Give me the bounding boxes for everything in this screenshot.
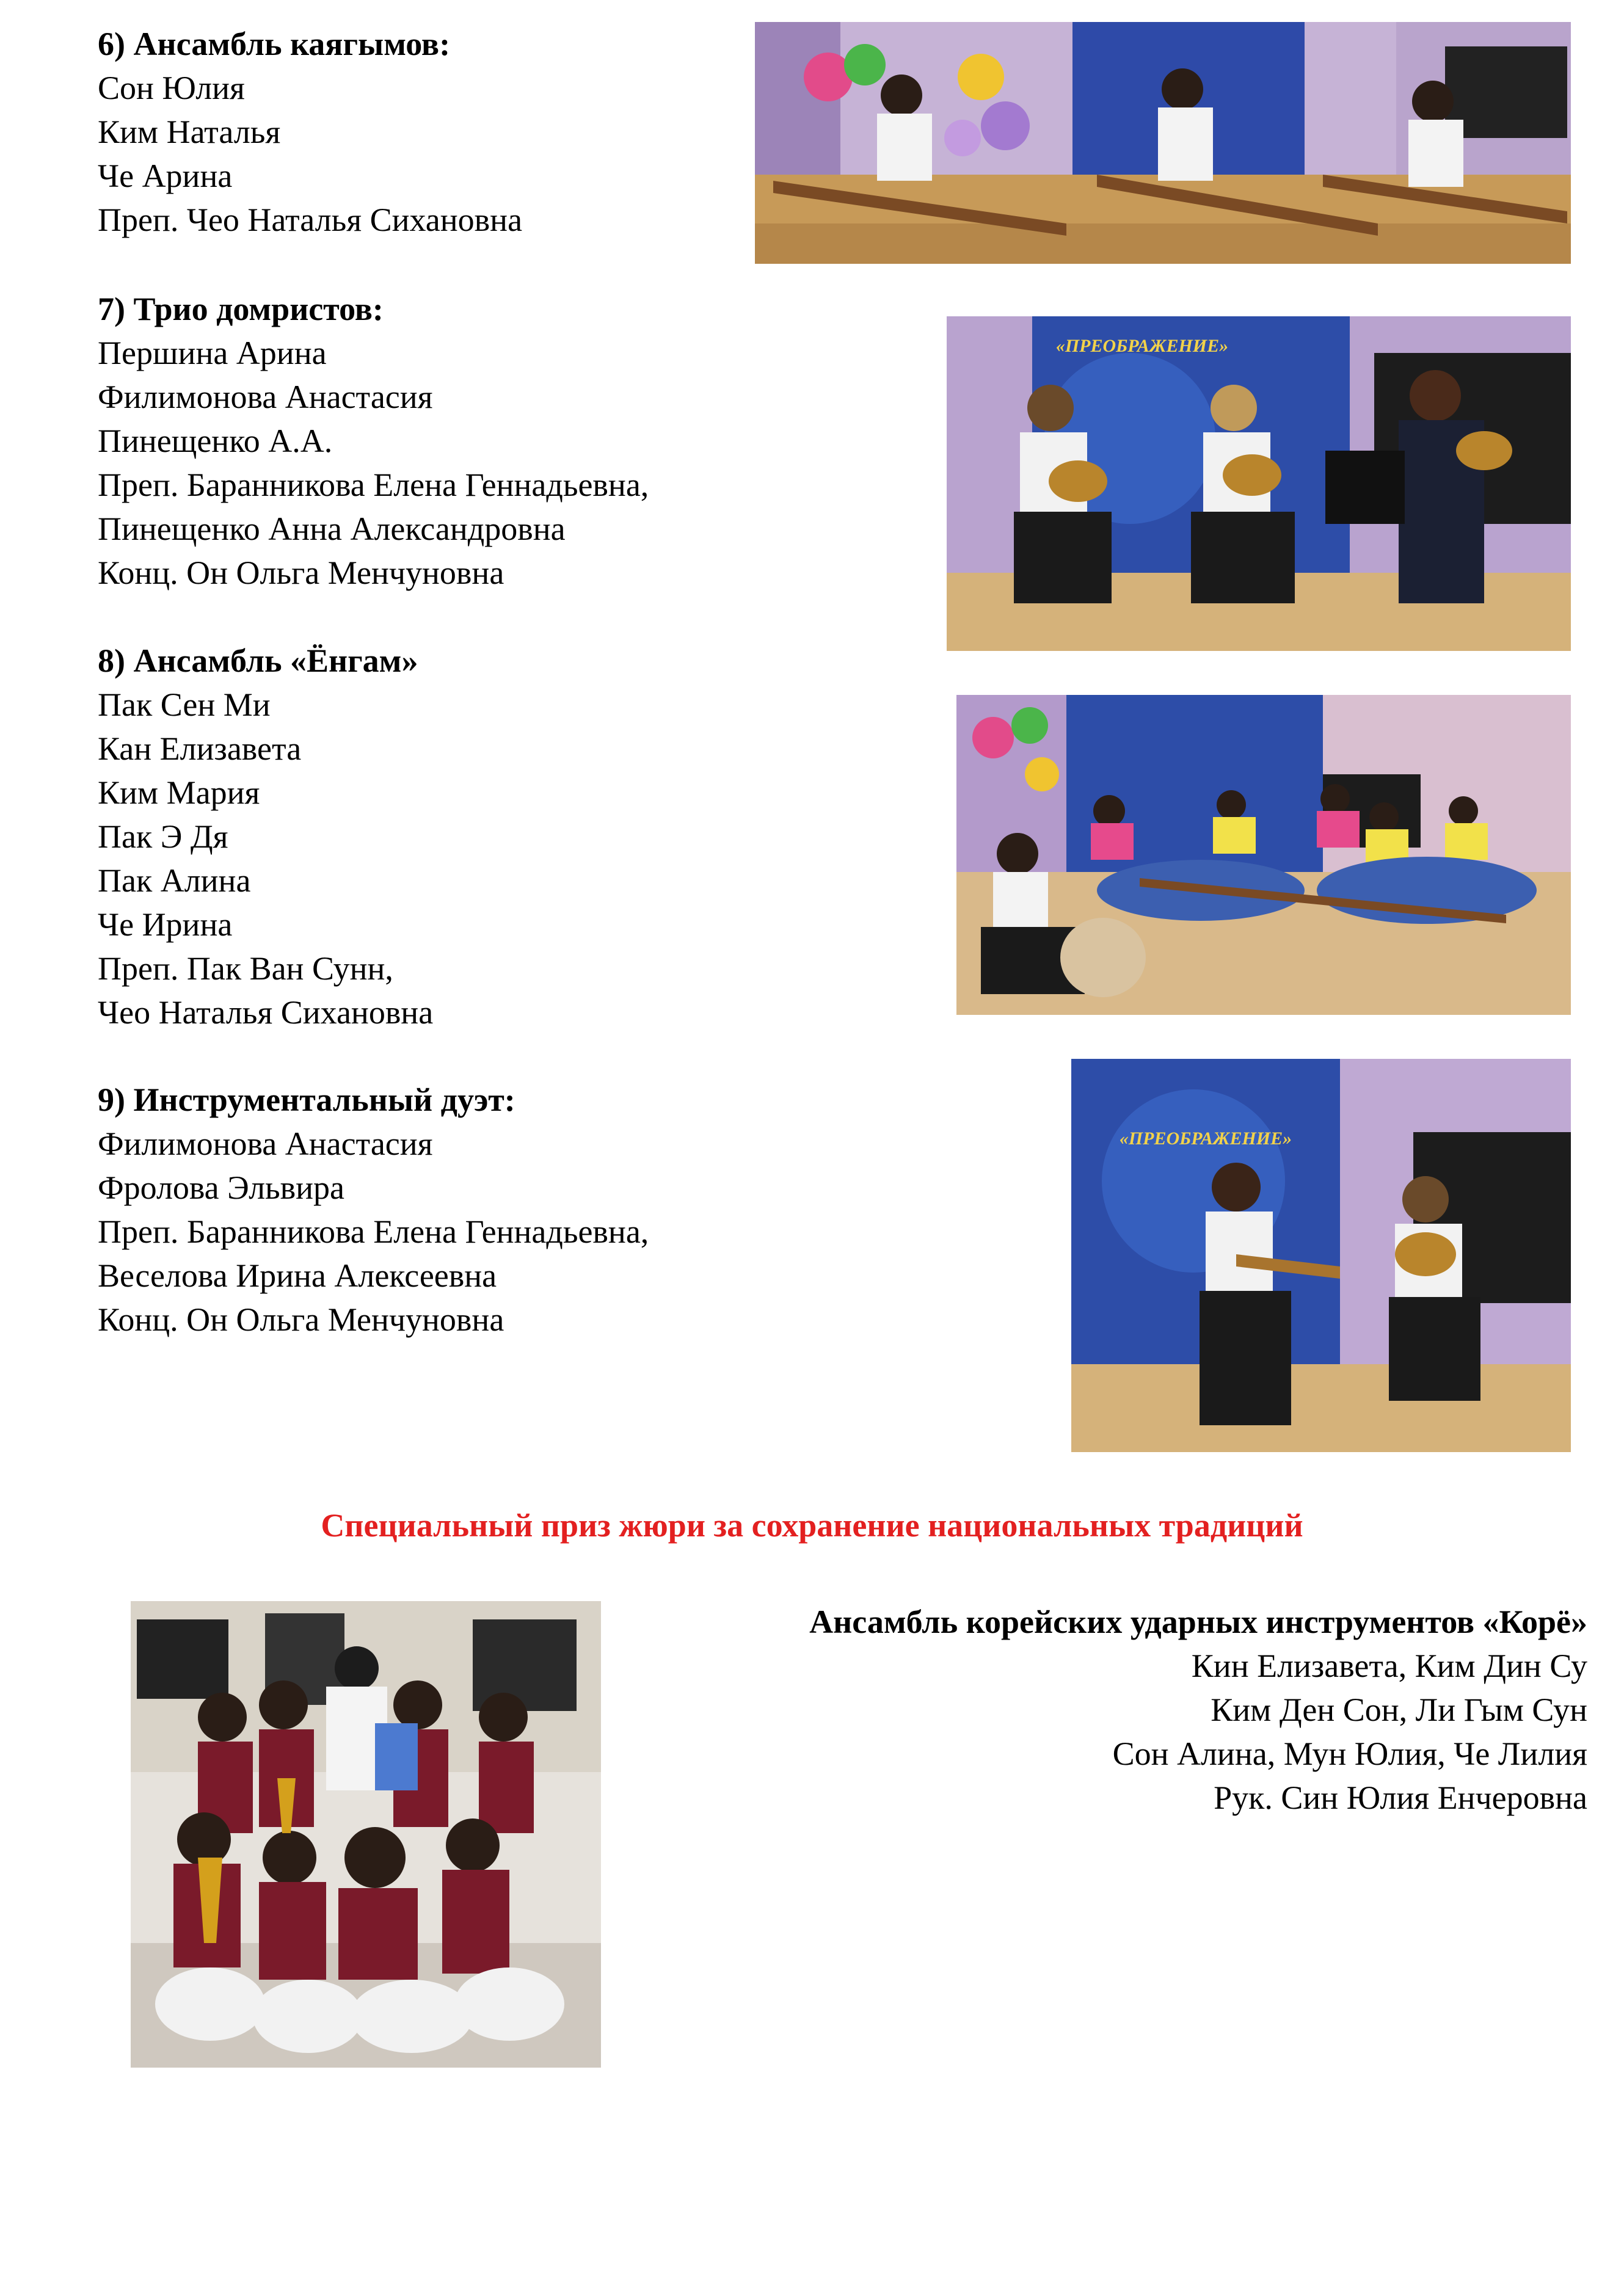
yongam-ensemble-photo	[956, 695, 1571, 1015]
member-line: Ким Ден Сон, Ли Гым Сун	[1211, 1691, 1587, 1728]
domra-trio-photo	[947, 316, 1571, 651]
section-title: 8) Ансамбль «Ёнгам»	[98, 642, 418, 679]
section-8	[98, 639, 433, 1034]
member-line: Ким Наталья	[98, 114, 281, 150]
kore-ensemble-info	[610, 1600, 1587, 1820]
instrumental-duet-photo	[1071, 1059, 1571, 1452]
accompanist-line: Конц. Он Ольга Менчуновна	[98, 554, 504, 591]
teacher-line: Чео Наталья Сихановна	[98, 994, 434, 1031]
section-9	[98, 1078, 649, 1342]
member-line: Пак Алина	[98, 862, 251, 899]
special-prize-heading: Специальный приз жюри за сохранение национальных традиций	[321, 1507, 1303, 1544]
member-line: Ким Мария	[98, 774, 260, 811]
kore-ensemble-photo	[131, 1601, 601, 2068]
teacher-line: Преп. Чео Наталья Сихановна	[98, 202, 523, 238]
member-line: Филимонова Анастасия	[98, 1125, 433, 1162]
section-title: 9) Инструментальный дуэт:	[98, 1081, 515, 1118]
member-line: Кин Елизавета, Ким Дин Су	[1191, 1648, 1587, 1684]
teacher-line: Пинещенко Анна Александровна	[98, 510, 566, 547]
ensemble-title: Ансамбль корейских ударных инструментов «Корё»	[809, 1604, 1587, 1640]
member-line: Пак Сен Ми	[98, 686, 271, 723]
teacher-line: Веселова Ирина Алексеевна	[98, 1257, 497, 1294]
member-line: Кан Елизавета	[98, 730, 302, 767]
member-line: Першина Арина	[98, 335, 327, 371]
member-line: Че Ирина	[98, 906, 233, 943]
member-line: Пак Э Дя	[98, 818, 228, 855]
banner-text: «ПРЕОБРАЖЕНИЕ»	[1119, 1128, 1292, 1149]
kayagum-ensemble-photo	[755, 22, 1571, 264]
teacher-line: Преп. Баранникова Елена Геннадьевна,	[98, 467, 649, 503]
teacher-line: Преп. Баранникова Елена Геннадьевна,	[98, 1213, 649, 1250]
member-line: Сон Алина, Мун Юлия, Че Лилия	[1112, 1735, 1587, 1772]
member-line: Фролова Эльвира	[98, 1169, 345, 1206]
section-title: 7) Трио домристов:	[98, 291, 384, 327]
leader-line: Рук. Син Юлия Енчеровна	[1214, 1779, 1587, 1816]
teacher-line: Преп. Пак Ван Сунн,	[98, 950, 393, 987]
accompanist-line: Конц. Он Ольга Менчуновна	[98, 1301, 504, 1338]
banner-text: «ПРЕОБРАЖЕНИЕ»	[1055, 336, 1229, 356]
member-line: Сон Юлия	[98, 70, 245, 106]
member-line: Филимонова Анастасия	[98, 379, 433, 415]
section-6	[98, 22, 522, 242]
section-7	[98, 287, 649, 595]
member-line: Пинещенко А.А.	[98, 423, 333, 459]
section-title: 6) Ансамбль каягымов:	[98, 26, 451, 62]
member-line: Че Арина	[98, 158, 233, 194]
